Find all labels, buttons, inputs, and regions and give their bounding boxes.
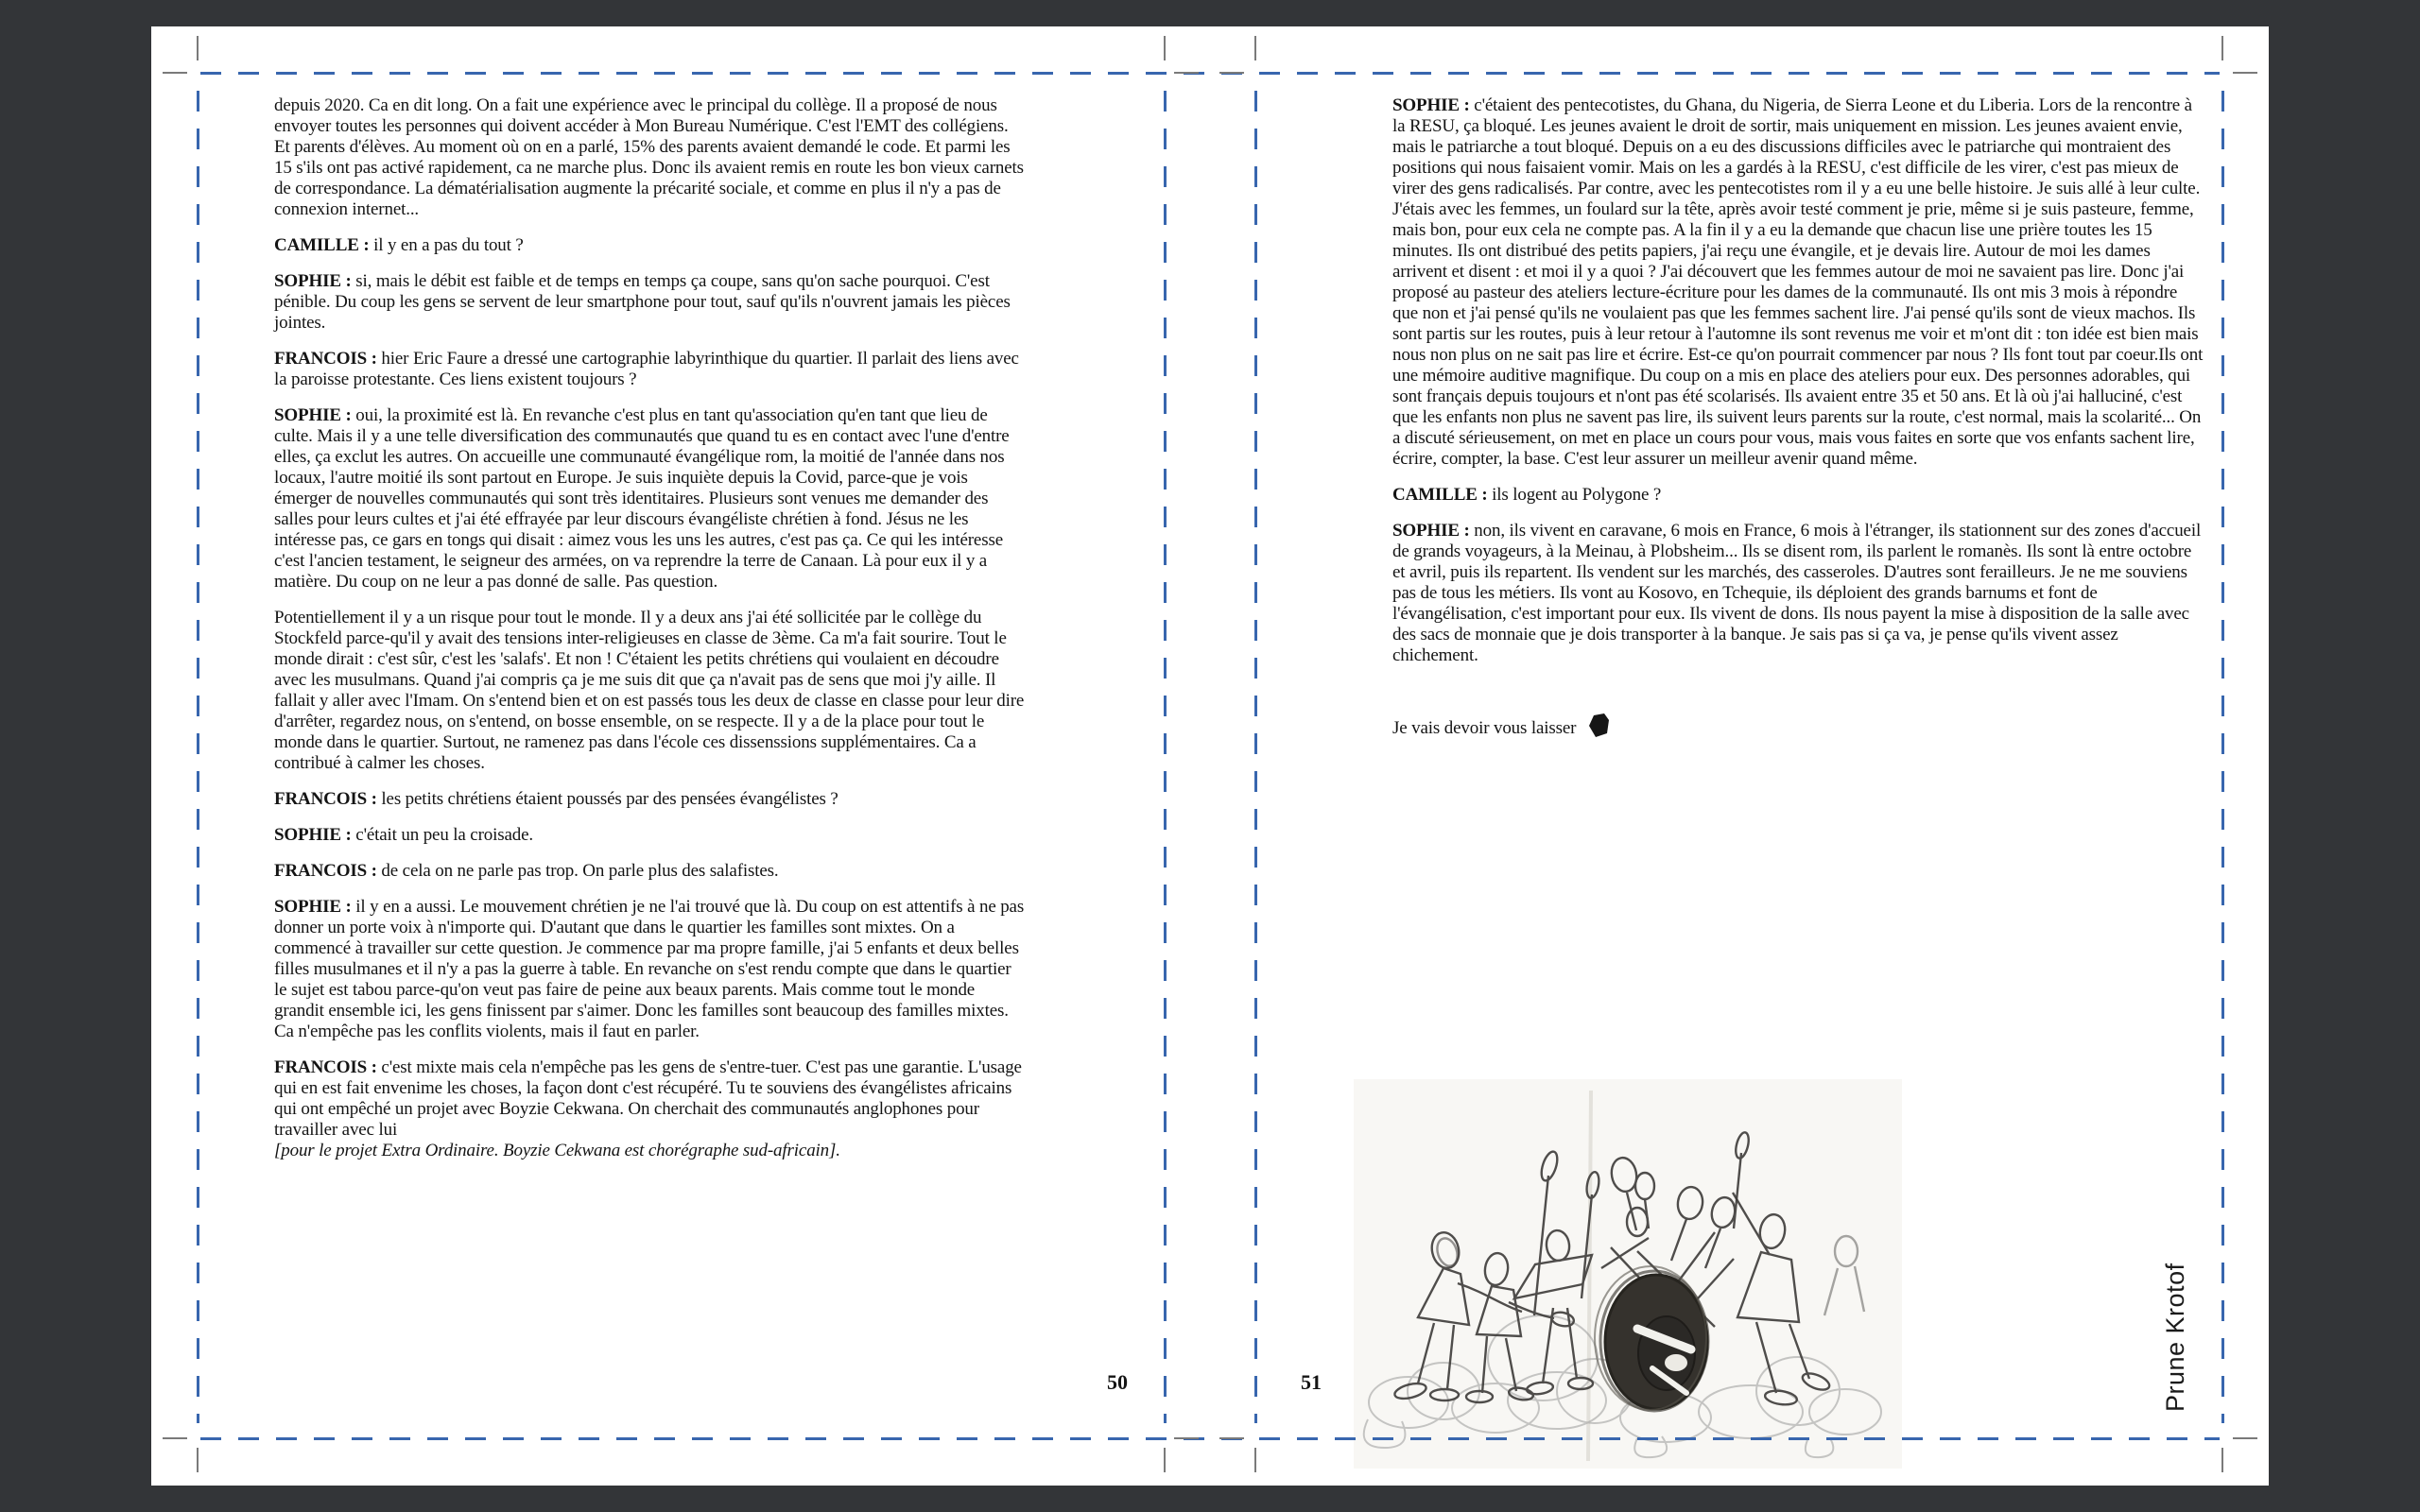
- speaker-name: SOPHIE :: [1392, 521, 1475, 541]
- right-page-text-column: [1392, 95, 2205, 754]
- editorial-note: [pour le projet Extra Ordinaire. Boyzie Cekwana est chorégraphe sud-africain].: [274, 1141, 840, 1160]
- dialogue-text: c'était un peu la croisade.: [355, 825, 533, 845]
- crop-mark: [1174, 1437, 1199, 1439]
- dialogue-paragraph: [1392, 485, 2205, 506]
- dialogue-paragraph: [274, 349, 1025, 390]
- page-number-left: 50: [1107, 1370, 1128, 1394]
- dialogue-paragraph: [274, 405, 1025, 593]
- dialogue-text: les petits chrétiens étaient poussés par des pensées évangélistes ?: [381, 789, 838, 809]
- pencil-sketch-illustration: [1354, 1079, 1902, 1469]
- dialogue-text: hier Eric Faure a dressé une cartographie labyrinthique du quartier. Il parlait des liens avec la paroisse protestante. Ces liens existent toujours ?: [274, 349, 1019, 389]
- right-outer-margin-guide: [2221, 91, 2224, 1423]
- dialogue-text: c'étaient des pentecotistes, du Ghana, du Nigeria, de Sierra Leone et du Liberia. Lors de la rencontre à la RESU, ça bloqué. Les jeunes avaient le droit de sortir, mais uniquement en mission. Les jeunes avaient envie, mais le patriarche a tout bloqué. Depuis on a eu des discussions difficiles avec le patriarche qui montraient des positions qui nous faisaient vomir. Mais on les a gardés à la RESU, c'est difficile de les virer, c'est pas mieux de virer des gens radicalisés. Par contre, avec les pentecotistes rom il y a eu une belle histoire. Je suis allé à leur culte. J'étais avec les femmes, un foulard sur la tête, après avoir testé comment je prie, même si je suis pasteure, femme, mais bon, pour eux cela ne compte pas. A la fin il y a eu la demande que chacun lise une prière toutes les 15 minutes. Ils ont distribué des petits papiers, j'ai reçu une évangile, et je devais lire. Autour de moi les dames arrivent et disent : et moi il y a quoi ? J'ai découvert que les femmes autour de moi ne savaient pas lire. Donc j'ai proposé au pasteur des ateliers lecture-écriture pour les dames de la communauté. Ils ont mis 3 mois à répondre que non et j'ai pensé qu'ils ne voulaient pas que les femmes sachent lire. J'ai pensé qu'ils sont de vieux machos. Ils sont partis sur les routes, puis à leur retour à l'automne ils sont revenus me voir et m'ont dit : ton idée est bien mais nous non plus on ne sait pas lire et écrire. Est-ce qu'on pourrait commencer par nous ? Ils font tout par coeur.Ils ont une mémoire auditive magnifique. Du coup on a mis en place des ateliers pour eux. Des personnes adorables, qui sont français depuis toujours et n'ont pas été scolarisés. Ils avaient entre 35 et 50 ans. Et là où j'ai halluciné, c'est que les enfants non plus ne savent pas lire, ils suivent leurs parents sur la route, c'est normal, mais la scolarité... On a discuté sérieusement, on met en place un cours pour vous, mais vous faites en sorte que vos enfants sachent lire, écrire, compter, la base. C'est leur assurer un meilleur avenir quand même.: [1392, 95, 2204, 469]
- crop-mark: [197, 36, 199, 60]
- dialogue-text: Potentiellement il y a un risque pour tout le monde. Il y a deux ans j'ai été sollicitée par le collège du Stockfeld parce-qu'il y avait des tensions inter-religieuses en classe de 3ème. Ca m'a fait sourire. Tout le monde dirait : c'est sûr, c'est les 'salafs'. Et non ! C'étaient les petits chrétiens qui voulaient en découdre avec les musulmans. Quand j'ai compris ça je me suis dit que ça n'avait pas de sens que moi j'y aille. Il fallait y aller avec l'Imam. On s'entend bien et on est passés tous les deux de classe en classe pour leur dire d'arrêter, regardez nous, on s'entend, on bosse ensemble, on se respecte. Il y a de la place pour tout le monde dans le quartier. Surtout, ne ramenez pas dans l'école ces dissenssions supplémentaires. Ca a contribué à calmer les choses.: [274, 608, 1025, 773]
- crop-mark: [1164, 1448, 1166, 1472]
- dialogue-paragraph: [274, 95, 1025, 220]
- dialogue-paragraph: [274, 608, 1025, 774]
- dialogue-paragraph: [274, 897, 1025, 1042]
- crop-mark: [2221, 1448, 2223, 1472]
- dialogue-paragraph: [1392, 521, 2205, 666]
- scribble-blob-end-mark-icon: [1589, 713, 1609, 737]
- crop-mark: [1254, 1448, 1256, 1472]
- dialogue-paragraph: [274, 861, 1025, 882]
- dialogue-text: ils logent au Polygone ?: [1492, 485, 1662, 505]
- page-number-right: 51: [1301, 1370, 1322, 1394]
- dialogue-text: de cela on ne parle pas trop. On parle plus des salafistes.: [381, 861, 779, 881]
- crop-mark: [1219, 1437, 1244, 1439]
- speaker-name: CAMILLE :: [1392, 485, 1493, 505]
- crop-mark: [197, 1448, 199, 1472]
- crop-mark: [2221, 36, 2223, 60]
- dialogue-paragraph: [274, 825, 1025, 846]
- speaker-name: CAMILLE :: [274, 235, 374, 255]
- crop-mark: [1164, 36, 1166, 60]
- dialogue-text: il y en a aussi. Le mouvement chrétien je ne l'ai trouvé que là. Du coup on est attentifs à ne pas donner un porte voix à n'importe qui. D'autant que dans le quartier les familles sont mixtes. On a commencé à travailler sur cette question. Je commence par ma propre famille, j'ai 5 enfants et deux belles filles musulmanes et il n'y a pas la guerre à table. En revanche on s'est rendu compte que dans le quartier le sujet est tabou parce-qu'on veut pas faire de peine aux beaux parents. Mais comme tout le monde grandit ensemble ici, les gens finissent par s'aimer. Donc les familles sont beaucoup des familles mixtes. Ca n'empêche pas les conflits violents, mais il faut en parler.: [274, 897, 1025, 1041]
- speaker-name: SOPHIE :: [274, 405, 356, 425]
- crop-mark: [163, 72, 187, 74]
- crop-mark: [1174, 72, 1199, 74]
- dialogue-text: il y en a pas du tout ?: [373, 235, 524, 255]
- closing-text: Je vais devoir vous laisser: [1392, 718, 1577, 738]
- left-inner-margin-guide: [1164, 91, 1167, 1423]
- dialogue-paragraph: [274, 271, 1025, 334]
- speaker-name: SOPHIE :: [274, 271, 356, 291]
- closing-line: [1392, 713, 2205, 739]
- dialogue-paragraph: [274, 235, 1025, 256]
- crop-mark: [2233, 1437, 2257, 1439]
- left-page-text-column: [274, 95, 1025, 1161]
- dialogue-text: c'est mixte mais cela n'empêche pas les gens de s'entre-tuer. C'est pas une garantie. L'usage qui en est fait envenime les choses, la façon dont c'est récupéré. Tu te souviens des évangélistes africains qui ont empêché un projet avec Boyzie Cekwana. On cherchait des communautés anglophones pour travailler avec lui: [274, 1057, 1022, 1140]
- speaker-name: FRANCOIS :: [274, 789, 382, 809]
- dialogue-text: si, mais le débit est faible et de temps en temps ça coupe, sans qu'on sache pourquoi. C'est pénible. Du coup les gens se servent de leur smartphone pour tout, sauf qu'ils n'ouvrent jamais les pièces jointes.: [274, 271, 1011, 333]
- speaker-name: SOPHIE :: [274, 897, 356, 917]
- speaker-name: SOPHIE :: [1392, 95, 1475, 115]
- right-inner-margin-guide: [1254, 91, 1257, 1423]
- dialogue-text: oui, la proximité est là. En revanche c'est plus en tant qu'association qu'en tant que lieu de culte. Mais il y a une telle diversification des communautés que quand tu es en contact avec l'une d'entre elles, ça exclut les autres. On accueille une communauté évangélique rom, la moitié de l'année dans nos locaux, l'autre moitié ils sont partout en Europe. Je suis inquiète depuis la Covid, parce-que je vois émerger de nouvelles communautés qui sont très identitaires. Plusieurs sont venues me demander des salles pour leurs cultes et j'ai été effrayée par leur discours évangéliste chrétien à fond. Jésus ne les intéresse pas, ce gars en tongs qui disait : aimez vous les uns les autres, c'est pas ça. Ce qui les intéresse c'est l'ancien testament, le seigneur des armées, on va reprendre la terre de Canaan. Là pour eux il y a matière. Du coup on ne leur a pas donné de salle. Pas question.: [274, 405, 1010, 592]
- dialogue-paragraph: [274, 789, 1025, 810]
- speaker-name: FRANCOIS :: [274, 861, 382, 881]
- crop-mark: [1219, 72, 1244, 74]
- dialogue-paragraph: [274, 1057, 1025, 1161]
- crop-mark: [2233, 72, 2257, 74]
- sketch-wheel: [1595, 1266, 1708, 1411]
- speaker-name: FRANCOIS :: [274, 349, 382, 369]
- crop-mark: [163, 1437, 187, 1439]
- dialogue-text: depuis 2020. Ca en dit long. On a fait une expérience avec le principal du collège. Il a proposé de nous envoyer toutes les personnes qui doivent accéder à Mon Bureau Numérique. C'est l'EMT des collégiens. Et parents d'élèves. Au moment où on en a parlé, 15% des parents avaient demandé le code. Et parmi les 15 s'ils ont pas activé rapidement, ca ne marche plus. Donc ils avaient remis en route les bon vieux carnets de correspondance. La dématérialisation augmente la précarité sociale, et comme en plus il n'y a pas de connexion internet...: [274, 95, 1024, 219]
- top-margin-guide: [200, 72, 2220, 75]
- dialogue-paragraph: [1392, 95, 2205, 470]
- bottom-margin-guide: [200, 1437, 2220, 1440]
- speaker-name: SOPHIE :: [274, 825, 356, 845]
- crop-mark: [1254, 36, 1256, 60]
- dialogue-text: non, ils vivent en caravane, 6 mois en France, 6 mois à l'étranger, ils stationnent sur des zones d'accueil de grands voyageurs, à la Meinau, à Plobsheim... Ils se disent rom, ils parlent le romanès. Ils sont là entre octobre et avril, puis ils repartent. Ils vendent sur les marchés, des casseroles. D'autres sont ferailleurs. Je ne me souviens pas de tous les métiers. Ils vont au Kosovo, en Tchequie, ils déploient des grands barnums et font de l'évangélisation, c'est important pour eux. Ils vivent de dons. Ils nous payent la mise à disposition de la salle avec des sacs de monnaie que je dois transporter à la banque. Je sais pas si ça va, je pense qu'ils vivent assez chichement.: [1392, 521, 2202, 665]
- left-outer-margin-guide: [197, 91, 199, 1423]
- speaker-name: FRANCOIS :: [274, 1057, 382, 1077]
- author-credit: Prune Krotof: [2161, 1263, 2189, 1412]
